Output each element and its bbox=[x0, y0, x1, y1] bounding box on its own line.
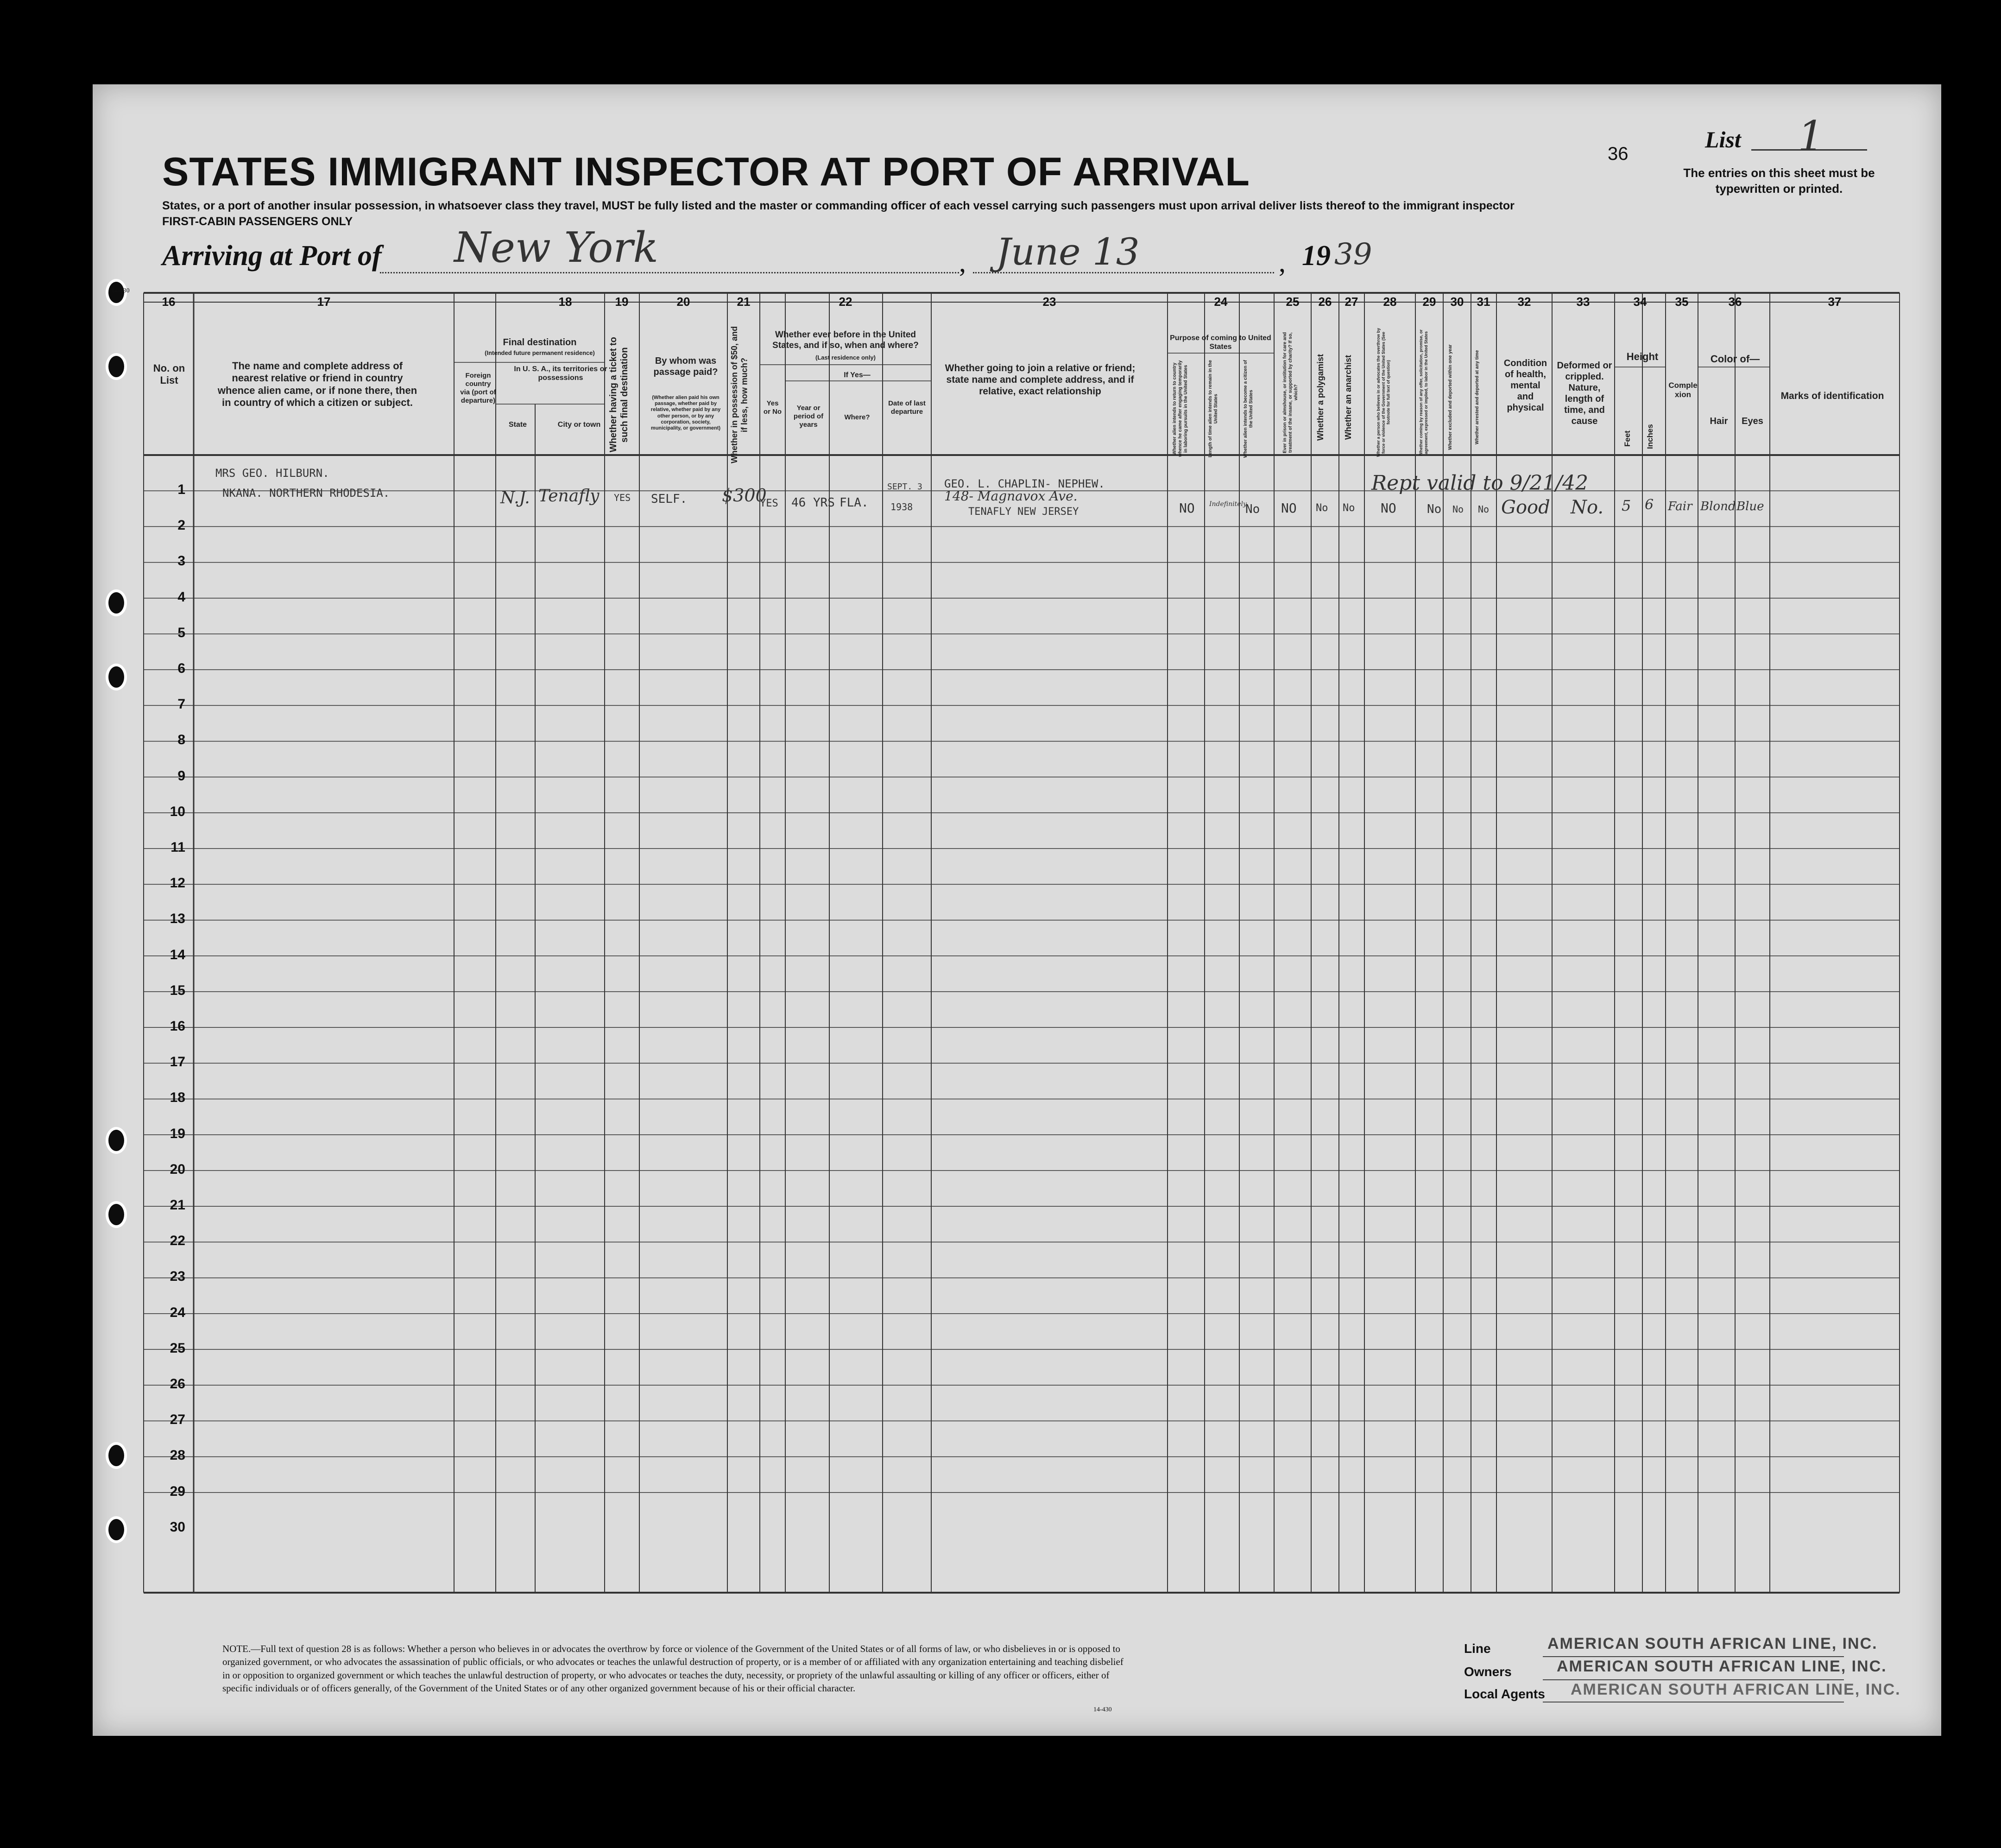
header-c18-foreign: Foreign country via (port of departure) bbox=[460, 372, 496, 405]
arriving-label: Arriving at Port of bbox=[162, 240, 382, 272]
form-title: STATES IMMIGRANT INSPECTOR AT PORT OF ARRIVAL bbox=[162, 150, 1250, 194]
header-c23: Whether going to join a relative or friend; state name and complete address, and if relative, exact relationship bbox=[945, 363, 1136, 397]
column-number: 20 bbox=[676, 295, 690, 309]
entry1-relative-line2: NKANA. NORTHERN RHODESIA. bbox=[222, 487, 390, 500]
entry1-join-line3: TENAFLY NEW JERSEY bbox=[968, 506, 1079, 518]
row-number: 14 bbox=[170, 947, 185, 962]
row-number: 24 bbox=[170, 1304, 185, 1320]
line-label: Line bbox=[1464, 1641, 1491, 1656]
header-c18-title: Final destination bbox=[503, 337, 577, 348]
header-c24-c: Whether alien intends to become a citizen of the United States bbox=[1243, 360, 1254, 458]
entry1-relative-line1: MRS GEO. HILBURN. bbox=[215, 467, 329, 480]
row-number: 7 bbox=[177, 696, 185, 712]
row-number: 23 bbox=[170, 1269, 185, 1285]
entry1-excluded: No bbox=[1452, 504, 1464, 515]
line-underline bbox=[1543, 1656, 1844, 1657]
header-c22-sub: (Last residence only) bbox=[815, 354, 876, 361]
row-number: 16 bbox=[170, 1019, 185, 1034]
header-c27: Whether an anarchist bbox=[1344, 354, 1353, 440]
header-c35: Complexion bbox=[1668, 381, 1698, 399]
row-number: 12 bbox=[170, 875, 185, 891]
form-sheet bbox=[93, 84, 1941, 1736]
agents-value: AMERICAN SOUTH AFRICAN LINE, INC. bbox=[1571, 1681, 1901, 1698]
row-number: 19 bbox=[170, 1126, 185, 1141]
header-c20-sub: (Whether alien paid his own passage, whether paid by relative, whether paid by any other person, or by any corporation, society, municipality, or government) bbox=[650, 395, 721, 431]
entry1-state: N.J. bbox=[500, 488, 530, 507]
header-c18-state: State bbox=[508, 421, 527, 429]
header-c22-year: Year or period of years bbox=[793, 404, 824, 429]
year-value: 39 bbox=[1334, 237, 1372, 272]
row-number: 29 bbox=[170, 1483, 185, 1499]
header-c31: Whether arrested and deported at any time bbox=[1475, 350, 1480, 444]
entry1-return: NO bbox=[1179, 500, 1195, 516]
entry1-join-line1: GEO. L. CHAPLIN- NEPHEW. bbox=[944, 477, 1105, 490]
column-number: 33 bbox=[1576, 295, 1590, 309]
header-c37: Marks of identification bbox=[1780, 391, 1884, 401]
row-number: 4 bbox=[177, 589, 185, 605]
entry1-before-yes: YES bbox=[760, 498, 778, 509]
row-number: 20 bbox=[170, 1161, 185, 1177]
entry1-complexion: Fair bbox=[1668, 500, 1692, 513]
form-number-top: 14-430 bbox=[111, 287, 130, 294]
entry1-ticket: YES bbox=[614, 492, 631, 503]
owners-label: Owners bbox=[1464, 1664, 1512, 1679]
column-number: 28 bbox=[1383, 295, 1397, 309]
entry1-polygamist: No bbox=[1316, 502, 1328, 514]
entry1-prison: NO bbox=[1281, 500, 1297, 516]
column-number: 30 bbox=[1450, 295, 1464, 309]
header-c36-hair: Hair bbox=[1710, 416, 1728, 426]
header-c22-ifyes: If Yes— bbox=[844, 371, 871, 379]
header-c28: Whether a person who believes in or advocates the overthrow by force or violence of the Government of the United States (See footnote for full text of question) bbox=[1376, 328, 1391, 457]
row-number: 11 bbox=[170, 840, 185, 855]
header-c18-city: City or town bbox=[557, 421, 601, 429]
row-number: 8 bbox=[177, 732, 185, 748]
header-c34-inches: Inches bbox=[1646, 424, 1654, 449]
port-value: New York bbox=[454, 223, 658, 272]
row-number: 22 bbox=[170, 1233, 185, 1249]
row-number: 9 bbox=[177, 768, 185, 784]
entries-note: The entries on this sheet must be typewritten or printed. bbox=[1683, 166, 1875, 196]
class-line: FIRST-CABIN PASSENGERS ONLY bbox=[162, 215, 353, 228]
entry1-money: $300 bbox=[722, 485, 767, 506]
column-number: 34 bbox=[1633, 295, 1647, 309]
header-c26: Whether a polygamist bbox=[1316, 354, 1325, 441]
agents-label: Local Agents bbox=[1464, 1687, 1545, 1701]
sheet-number: 36 bbox=[1608, 144, 1629, 164]
header-c34-feet: Feet bbox=[1623, 430, 1632, 447]
header-c24-a: Whether alien intends to return to country whence he came after engaging temporarily in laboring pursuits in the United States bbox=[1172, 360, 1188, 457]
column-number: 23 bbox=[1042, 295, 1056, 309]
row-number: 30 bbox=[170, 1519, 185, 1535]
entry1-feet: 5 bbox=[1622, 497, 1631, 514]
row-number: 25 bbox=[170, 1340, 185, 1356]
entry1-city: Tenafly bbox=[538, 487, 600, 506]
row-number: 21 bbox=[170, 1197, 185, 1213]
entry1-years: 46 YRS bbox=[791, 496, 835, 510]
column-number: 37 bbox=[1828, 295, 1842, 309]
header-c29: Whether coming by reason of any offer, solicitation, promise, or agreement, expressed or implied, to labor in the United States bbox=[1419, 329, 1428, 456]
entry1-overthrow: NO bbox=[1381, 500, 1396, 516]
entry1-date1: SEPT. 3 bbox=[887, 482, 922, 492]
header-c19: Whether having a ticket to such final destination bbox=[608, 337, 630, 453]
entry1-citizen: No bbox=[1245, 502, 1260, 516]
header-c24-title: Purpose of coming to United States bbox=[1170, 334, 1271, 351]
line-value: AMERICAN SOUTH AFRICAN LINE, INC. bbox=[1547, 1635, 1878, 1652]
row-number: 6 bbox=[177, 661, 185, 676]
header-c16: No. on List bbox=[153, 362, 185, 386]
entry1-join-line2: 148- Magnavox Ave. bbox=[944, 488, 1078, 504]
column-number: 21 bbox=[737, 295, 751, 309]
header-c30: Whether excluded and deported within one year bbox=[1448, 344, 1453, 450]
entry1-health: Good bbox=[1501, 497, 1550, 518]
header-c18-sub: (Intended future permanent residence) bbox=[485, 349, 595, 356]
list-value: 1 bbox=[1798, 112, 1824, 161]
entry1-paid-by: SELF. bbox=[651, 492, 688, 506]
column-number: 35 bbox=[1675, 295, 1689, 309]
row-number: 26 bbox=[170, 1376, 185, 1392]
column-number: 18 bbox=[558, 295, 572, 309]
header-c22-where: Where? bbox=[844, 413, 870, 421]
comma: , bbox=[959, 247, 966, 278]
entry1-arrested: No bbox=[1478, 504, 1490, 515]
entry1-hair: Blond bbox=[1700, 500, 1736, 513]
column-number: 31 bbox=[1477, 295, 1490, 309]
header-c18-usa: In U. S. A., its territories or possessions bbox=[514, 365, 607, 382]
footer-form-number: 14-430 bbox=[1093, 1706, 1112, 1713]
header-c21: Whether in possession of $50, and if less, how much? bbox=[730, 326, 749, 464]
row-number: 18 bbox=[170, 1090, 185, 1106]
date-value: June 13 bbox=[996, 230, 1140, 273]
column-number: 27 bbox=[1345, 295, 1358, 309]
entry1-inches: 6 bbox=[1645, 497, 1654, 513]
column-number: 32 bbox=[1517, 295, 1531, 309]
row-number: 3 bbox=[177, 553, 185, 569]
entry1-length: Indefinitely bbox=[1209, 500, 1247, 508]
row-number: 13 bbox=[170, 911, 185, 927]
row-number: 5 bbox=[177, 625, 185, 640]
row-number: 2 bbox=[177, 518, 185, 533]
entry1-anarchist: No bbox=[1343, 502, 1355, 514]
owners-underline bbox=[1543, 1679, 1844, 1680]
entry1-offer: No bbox=[1427, 502, 1442, 516]
row-number: 17 bbox=[170, 1054, 185, 1070]
header-c20-title: By whom was passage paid? bbox=[653, 356, 718, 377]
header-c22-title: Whether ever before in the United States, and if so, when and where? bbox=[772, 330, 919, 350]
row-number: 28 bbox=[170, 1448, 185, 1463]
column-number: 16 bbox=[162, 295, 176, 309]
column-number: 17 bbox=[317, 295, 331, 309]
row-number: 10 bbox=[170, 804, 185, 819]
instruction-text: States, or a port of another insular possession, in whatsoever class they travel, MUST be fully listed and the master or commanding officer of each vessel carrying such passengers must upon arrival deliver lists thereof to the immigrant inspector bbox=[162, 199, 1515, 212]
footnote-question-28: NOTE.—Full text of question 28 is as follows: Whether a person who believes in or advocates the overthrow by force or violence of the Government of the United States or of all forms of law, or who disbelieves in or is opposed to organized government, or who advocates the assassination of public officials, or who advocates or teaches the unlawful destruction of property, or is a member of or affiliated with any organization entertaining and teaching disbelief in or opposition to organized government or which teaches the unlawful destruction of property, or who advocates or teaches the duty, necessity, or propriety of the unlawful assaulting or killing of any officer or officers, either of specific individuals or of officers generally, of the Government of the United States or of any other organized government because of his or their official character. bbox=[222, 1643, 1124, 1694]
column-number: 29 bbox=[1422, 295, 1436, 309]
column-number: 26 bbox=[1318, 295, 1332, 309]
row-number: 1 bbox=[177, 482, 185, 497]
header-c25: Ever in prison or almshouse, or institution for care and treatment of the insane, or supported by charity? If so, which? bbox=[1282, 332, 1299, 453]
header-c22-yesno: Yes or No bbox=[763, 399, 782, 416]
entry1-eyes: Blue bbox=[1736, 500, 1764, 513]
entry1-date2: 1938 bbox=[890, 501, 913, 513]
column-number: 36 bbox=[1728, 295, 1742, 309]
owners-value: AMERICAN SOUTH AFRICAN LINE, INC. bbox=[1557, 1658, 1887, 1675]
header-c36-title: Color of— bbox=[1710, 353, 1760, 365]
row-number: 27 bbox=[170, 1412, 185, 1428]
header-c36-eyes: Eyes bbox=[1742, 416, 1763, 426]
entry1-reentry-note: Rept valid to 9/21/42 bbox=[1371, 471, 1589, 495]
column-number: 19 bbox=[615, 295, 629, 309]
column-number: 22 bbox=[839, 295, 852, 309]
comma-2: , bbox=[1279, 247, 1286, 278]
header-c33: Deformed or crippled. Nature, length of time, and cause bbox=[1557, 361, 1612, 426]
header-c34-title: Height bbox=[1626, 351, 1659, 362]
row-number: 15 bbox=[170, 982, 185, 998]
header-c24-b: Length of time alien intends to remain in the United States bbox=[1208, 360, 1218, 458]
column-number: 24 bbox=[1214, 295, 1228, 309]
header-c32: Condition of health, mental and physical bbox=[1503, 358, 1547, 413]
column-number: 25 bbox=[1286, 295, 1300, 309]
list-label: List bbox=[1705, 127, 1741, 152]
entry1-deformed: No. bbox=[1571, 497, 1604, 518]
header-c17: The name and complete address of nearest relative or friend in country whence alien came, or if none there, then in country of which a citizen or subject. bbox=[217, 360, 417, 409]
entry1-where: FLA. bbox=[840, 496, 869, 510]
header-c22-date: Date of last departure bbox=[888, 399, 926, 416]
year-prefix: 19 bbox=[1302, 240, 1331, 272]
table-grid bbox=[93, 84, 1941, 1736]
